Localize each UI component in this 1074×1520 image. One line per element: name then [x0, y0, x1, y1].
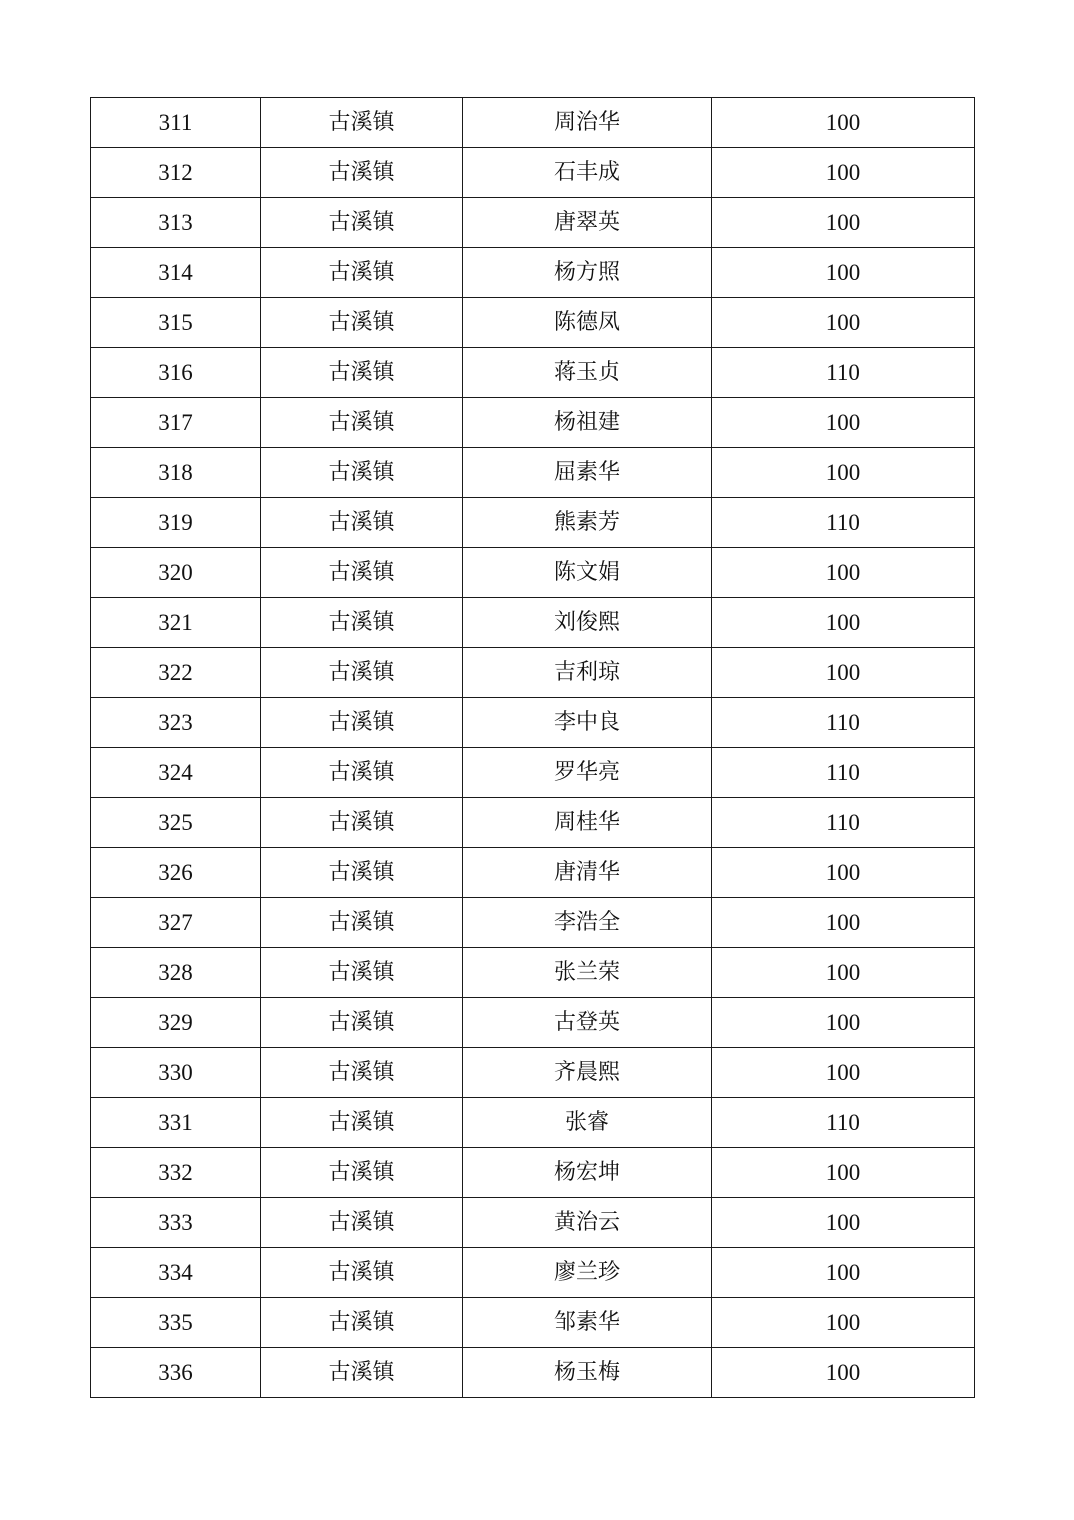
name-cell: 屈素华 [463, 448, 712, 498]
table-row [91, 798, 975, 848]
town-cell: 古溪镇 [261, 198, 463, 248]
name-cell: 古登英 [463, 998, 712, 1048]
table-row [91, 1348, 975, 1398]
amount-cell: 100 [712, 1348, 975, 1398]
name-cell: 杨祖建 [463, 398, 712, 448]
table-row [91, 248, 975, 298]
data-table [90, 97, 975, 1398]
town-cell: 古溪镇 [261, 548, 463, 598]
row-number-cell: 314 [91, 248, 261, 298]
town-cell: 古溪镇 [261, 1098, 463, 1148]
name-cell: 周治华 [463, 98, 712, 148]
town-cell: 古溪镇 [261, 1298, 463, 1348]
table-row [91, 1048, 975, 1098]
town-cell: 古溪镇 [261, 498, 463, 548]
row-number-cell: 330 [91, 1048, 261, 1098]
amount-cell: 110 [712, 698, 975, 748]
town-cell: 古溪镇 [261, 948, 463, 998]
table-row [91, 448, 975, 498]
amount-cell: 110 [712, 498, 975, 548]
town-cell: 古溪镇 [261, 898, 463, 948]
town-cell: 古溪镇 [261, 1348, 463, 1398]
row-number-cell: 312 [91, 148, 261, 198]
town-cell: 古溪镇 [261, 798, 463, 848]
amount-cell: 110 [712, 798, 975, 848]
amount-cell: 100 [712, 1148, 975, 1198]
name-cell: 张睿 [463, 1098, 712, 1148]
table-row [91, 948, 975, 998]
name-cell: 唐翠英 [463, 198, 712, 248]
town-cell: 古溪镇 [261, 648, 463, 698]
name-cell: 吉利琼 [463, 648, 712, 698]
town-cell: 古溪镇 [261, 448, 463, 498]
table-row [91, 198, 975, 248]
row-number-cell: 313 [91, 198, 261, 248]
table-row [91, 598, 975, 648]
name-cell: 黄治云 [463, 1198, 712, 1248]
table-row [91, 1148, 975, 1198]
town-cell: 古溪镇 [261, 698, 463, 748]
name-cell: 齐晨熙 [463, 1048, 712, 1098]
amount-cell: 110 [712, 1098, 975, 1148]
name-cell: 陈德凤 [463, 298, 712, 348]
table-row [91, 1198, 975, 1248]
town-cell: 古溪镇 [261, 248, 463, 298]
name-cell: 杨玉梅 [463, 1348, 712, 1398]
name-cell: 李中良 [463, 698, 712, 748]
amount-cell: 100 [712, 1048, 975, 1098]
town-cell: 古溪镇 [261, 598, 463, 648]
row-number-cell: 319 [91, 498, 261, 548]
row-number-cell: 331 [91, 1098, 261, 1148]
row-number-cell: 333 [91, 1198, 261, 1248]
row-number-cell: 316 [91, 348, 261, 398]
table-row [91, 348, 975, 398]
amount-cell: 110 [712, 348, 975, 398]
amount-cell: 100 [712, 1198, 975, 1248]
name-cell: 唐清华 [463, 848, 712, 898]
town-cell: 古溪镇 [261, 848, 463, 898]
row-number-cell: 311 [91, 98, 261, 148]
row-number-cell: 334 [91, 1248, 261, 1298]
amount-cell: 100 [712, 948, 975, 998]
amount-cell: 100 [712, 848, 975, 898]
table-row [91, 148, 975, 198]
row-number-cell: 332 [91, 1148, 261, 1198]
amount-cell: 100 [712, 548, 975, 598]
table-body [91, 98, 975, 1398]
amount-cell: 100 [712, 998, 975, 1048]
amount-cell: 110 [712, 748, 975, 798]
row-number-cell: 318 [91, 448, 261, 498]
table-row [91, 748, 975, 798]
table-row [91, 1248, 975, 1298]
name-cell: 罗华亮 [463, 748, 712, 798]
row-number-cell: 320 [91, 548, 261, 598]
row-number-cell: 326 [91, 848, 261, 898]
name-cell: 石丰成 [463, 148, 712, 198]
amount-cell: 100 [712, 398, 975, 448]
table-row [91, 648, 975, 698]
amount-cell: 100 [712, 1248, 975, 1298]
table-row [91, 698, 975, 748]
table-row [91, 498, 975, 548]
amount-cell: 100 [712, 598, 975, 648]
row-number-cell: 321 [91, 598, 261, 648]
row-number-cell: 317 [91, 398, 261, 448]
town-cell: 古溪镇 [261, 98, 463, 148]
row-number-cell: 329 [91, 998, 261, 1048]
amount-cell: 100 [712, 448, 975, 498]
town-cell: 古溪镇 [261, 1198, 463, 1248]
row-number-cell: 335 [91, 1298, 261, 1348]
row-number-cell: 325 [91, 798, 261, 848]
town-cell: 古溪镇 [261, 348, 463, 398]
name-cell: 邹素华 [463, 1298, 712, 1348]
table-row [91, 1298, 975, 1348]
amount-cell: 100 [712, 1298, 975, 1348]
row-number-cell: 324 [91, 748, 261, 798]
amount-cell: 100 [712, 198, 975, 248]
table-row [91, 98, 975, 148]
name-cell: 杨方照 [463, 248, 712, 298]
table-row [91, 398, 975, 448]
town-cell: 古溪镇 [261, 748, 463, 798]
row-number-cell: 328 [91, 948, 261, 998]
town-cell: 古溪镇 [261, 398, 463, 448]
amount-cell: 100 [712, 248, 975, 298]
town-cell: 古溪镇 [261, 1048, 463, 1098]
row-number-cell: 315 [91, 298, 261, 348]
name-cell: 刘俊熙 [463, 598, 712, 648]
table-row [91, 848, 975, 898]
row-number-cell: 336 [91, 1348, 261, 1398]
amount-cell: 100 [712, 148, 975, 198]
town-cell: 古溪镇 [261, 1148, 463, 1198]
row-number-cell: 327 [91, 898, 261, 948]
row-number-cell: 323 [91, 698, 261, 748]
name-cell: 廖兰珍 [463, 1248, 712, 1298]
table-row [91, 998, 975, 1048]
name-cell: 熊素芳 [463, 498, 712, 548]
table-row [91, 548, 975, 598]
amount-cell: 100 [712, 98, 975, 148]
name-cell: 陈文娟 [463, 548, 712, 598]
table-row [91, 298, 975, 348]
town-cell: 古溪镇 [261, 298, 463, 348]
town-cell: 古溪镇 [261, 998, 463, 1048]
amount-cell: 100 [712, 648, 975, 698]
town-cell: 古溪镇 [261, 148, 463, 198]
name-cell: 周桂华 [463, 798, 712, 848]
town-cell: 古溪镇 [261, 1248, 463, 1298]
amount-cell: 100 [712, 898, 975, 948]
row-number-cell: 322 [91, 648, 261, 698]
name-cell: 张兰荣 [463, 948, 712, 998]
name-cell: 李浩全 [463, 898, 712, 948]
table-row [91, 1098, 975, 1148]
name-cell: 杨宏坤 [463, 1148, 712, 1198]
amount-cell: 100 [712, 298, 975, 348]
table-row [91, 898, 975, 948]
name-cell: 蒋玉贞 [463, 348, 712, 398]
